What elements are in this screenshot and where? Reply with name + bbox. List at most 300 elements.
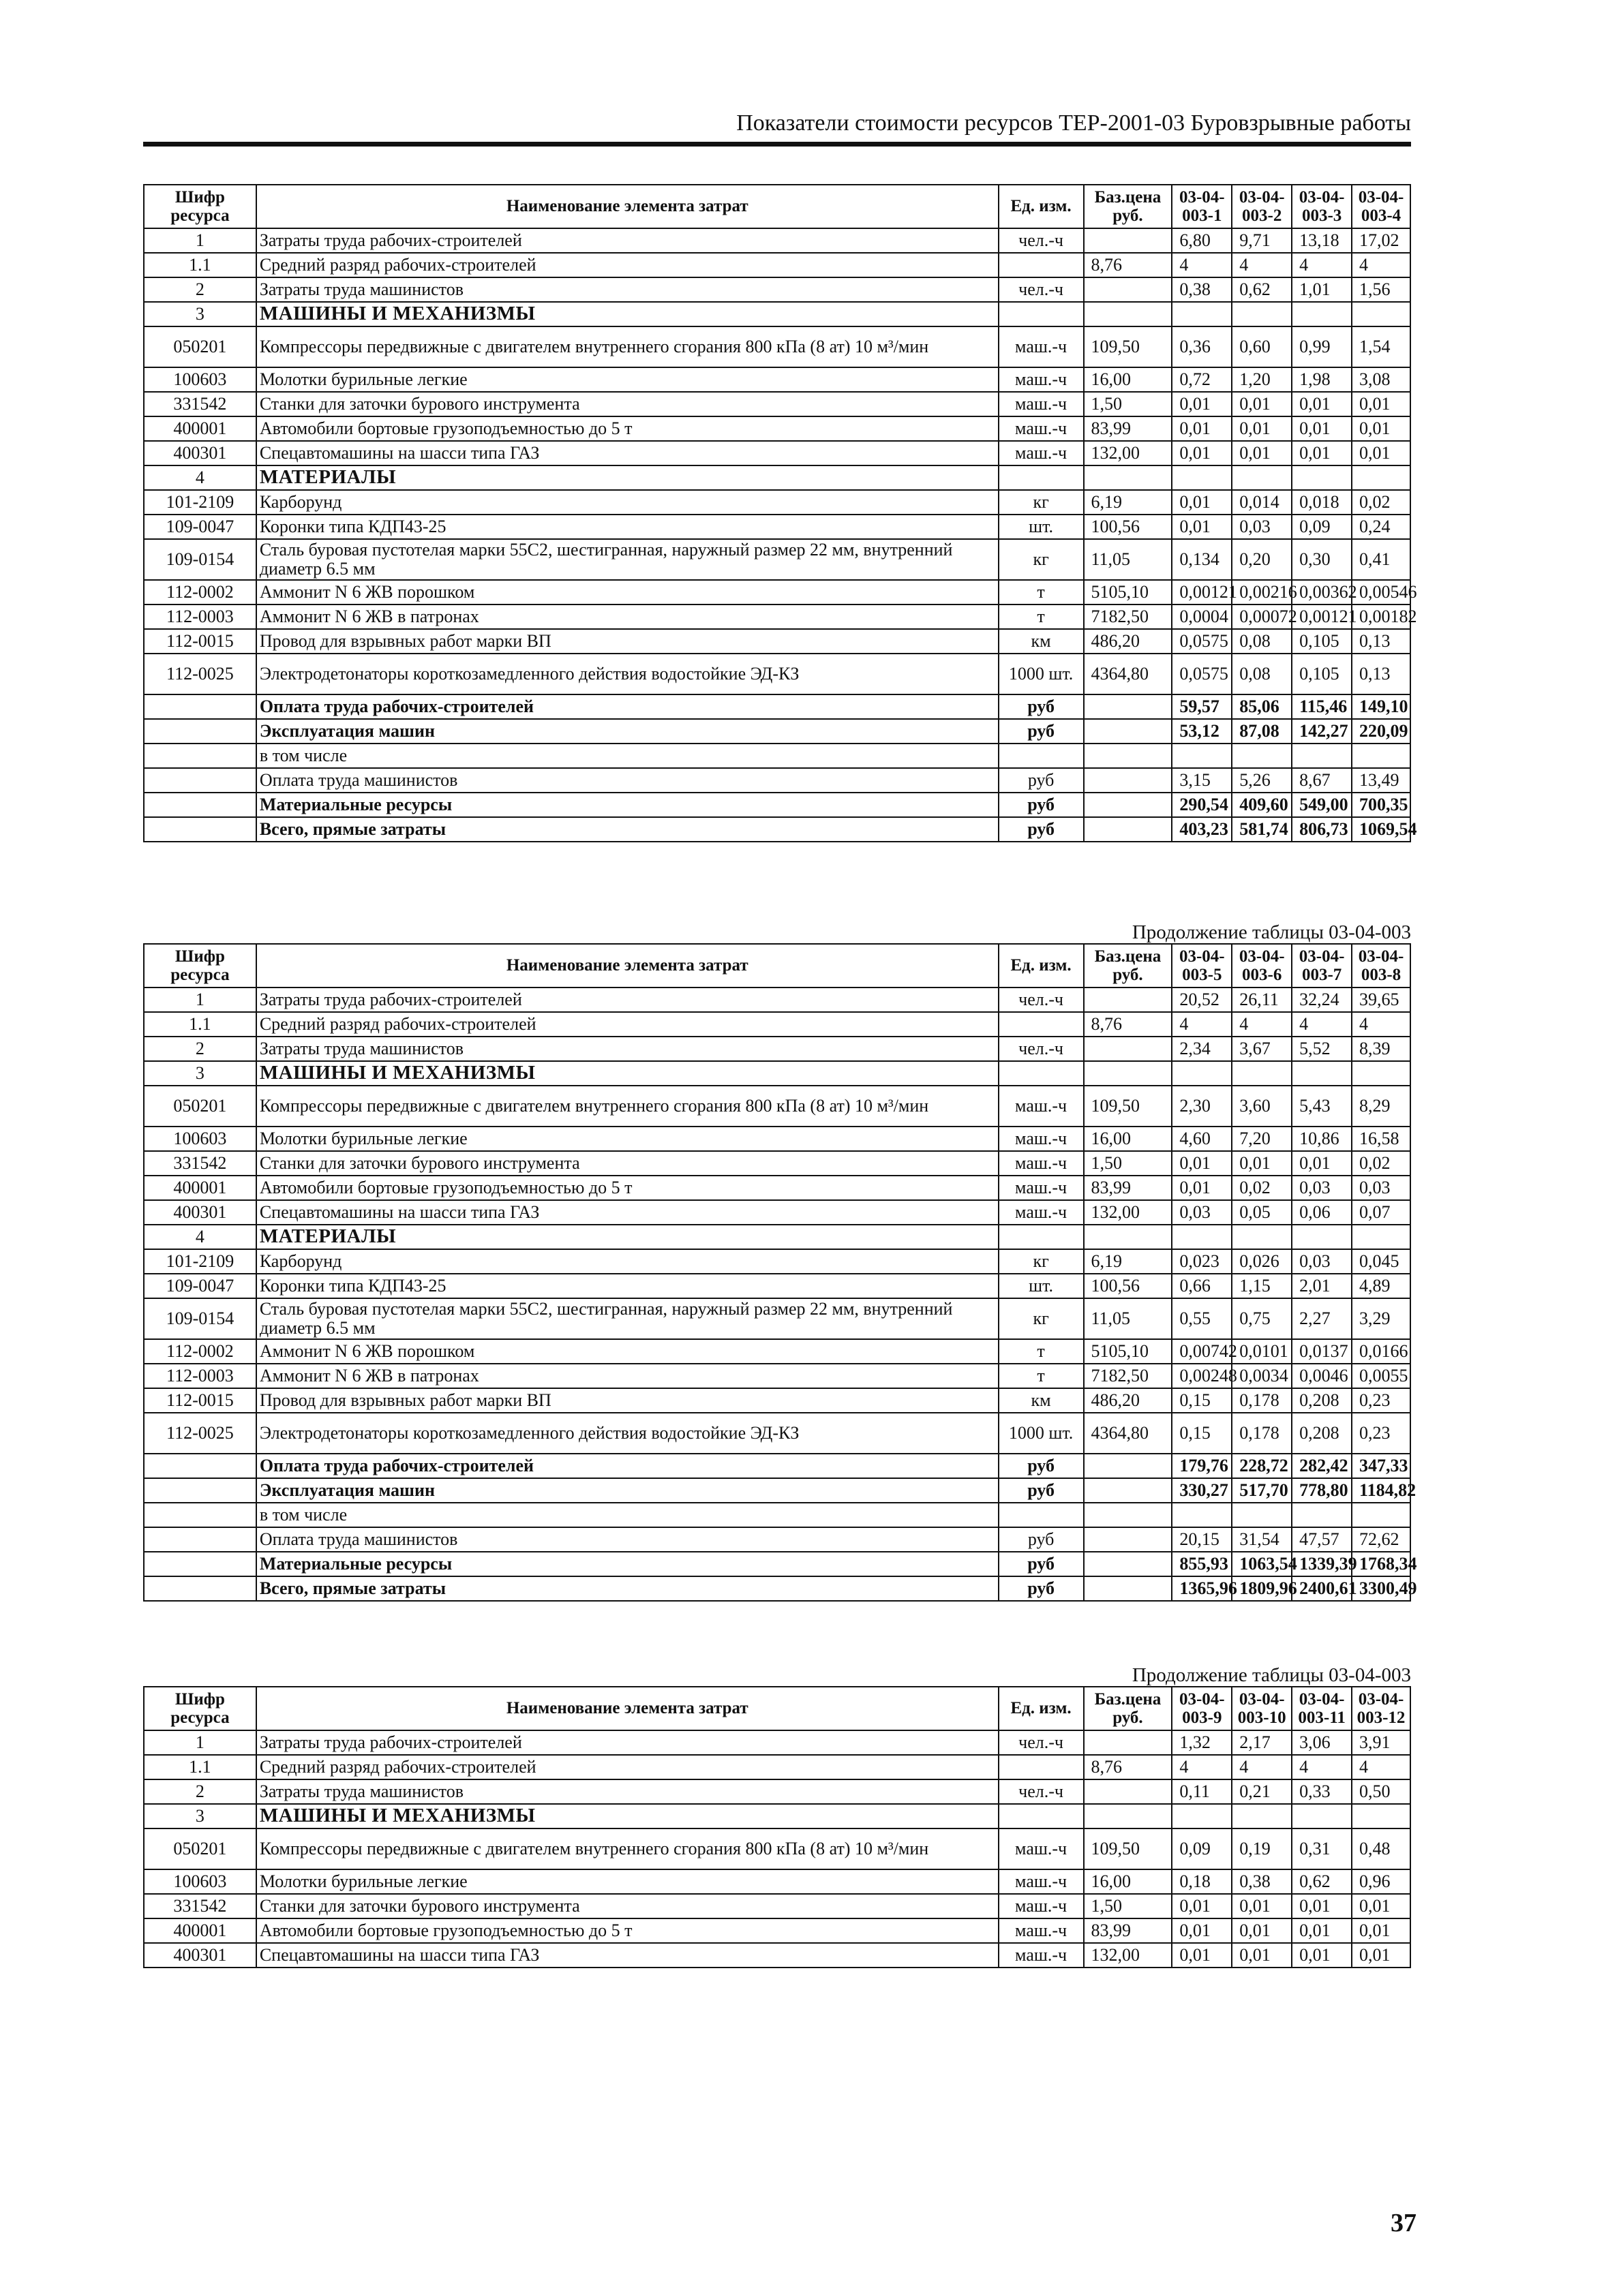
unit-cell: кг (999, 539, 1084, 580)
unit-cell: маш.-ч (999, 1869, 1084, 1894)
resource-code: 4 (144, 465, 256, 490)
value-cell: 0,01 (1232, 1943, 1292, 1968)
unit-cell: т (999, 1339, 1084, 1364)
value-cell: 220,09 (1352, 719, 1410, 744)
value-cell: 0,01 (1232, 416, 1292, 441)
value-cell: 4 (1232, 253, 1292, 277)
cost-element-name: Сталь буровая пустотелая марки 55С2, шестигранная, наружный размер 22 мм, внутренний диаметр 6.5 мм (256, 539, 999, 580)
value-cell (1232, 302, 1292, 326)
header-rule (143, 142, 1411, 147)
value-cell: 0,01 (1352, 1918, 1410, 1943)
resource-code: 050201 (144, 326, 256, 367)
cost-table (143, 1686, 1411, 1968)
header-price-code: 03-04-003-4 (1352, 185, 1410, 228)
base-price: 486,20 (1084, 1388, 1172, 1413)
table-row (144, 326, 1410, 367)
value-cell: 855,93 (1172, 1552, 1232, 1576)
value-cell (1172, 302, 1232, 326)
resource-code: 112-0015 (144, 629, 256, 654)
base-price (1084, 1527, 1172, 1552)
value-cell: 1809,96 (1232, 1576, 1292, 1601)
cost-element-name: МАШИНЫ И МЕХАНИЗМЫ (256, 1804, 999, 1828)
resource-code: 109-0154 (144, 539, 256, 580)
value-cell: 4 (1292, 1755, 1352, 1779)
resource-code (144, 1503, 256, 1527)
resource-code: 3 (144, 302, 256, 326)
table-row (144, 1012, 1410, 1037)
value-cell: 0,60 (1232, 326, 1292, 367)
cost-element-name: Аммонит N 6 ЖВ порошком (256, 580, 999, 604)
value-cell (1232, 1225, 1292, 1249)
table-row (144, 1274, 1410, 1298)
base-price: 8,76 (1084, 1012, 1172, 1037)
table-row (144, 228, 1410, 253)
unit-cell: руб (999, 1454, 1084, 1478)
value-cell: 0,01 (1292, 392, 1352, 416)
value-cell: 778,80 (1292, 1478, 1352, 1503)
unit-cell: чел.-ч (999, 1037, 1084, 1061)
value-cell: 0,03 (1172, 1200, 1232, 1225)
value-cell: 0,03 (1352, 1176, 1410, 1200)
value-cell: 0,00546 (1352, 580, 1410, 604)
header-name: Наименование элемента затрат (256, 944, 999, 988)
cost-element-name: МАШИНЫ И МЕХАНИЗМЫ (256, 1061, 999, 1086)
value-cell: 0,33 (1292, 1779, 1352, 1804)
header-price: Баз.цена руб. (1084, 944, 1172, 988)
value-cell: 0,62 (1292, 1869, 1352, 1894)
resource-code: 112-0015 (144, 1388, 256, 1413)
value-cell: 0,01 (1172, 392, 1232, 416)
table-row (144, 768, 1410, 793)
cost-element-name: Затраты труда машинистов (256, 277, 999, 302)
unit-cell (999, 253, 1084, 277)
cost-element-name: Провод для взрывных работ марки ВП (256, 1388, 999, 1413)
value-cell: 0,15 (1172, 1413, 1232, 1454)
table-row (144, 1730, 1410, 1755)
table-row (144, 817, 1410, 842)
value-cell: 10,86 (1292, 1127, 1352, 1151)
base-price: 7182,50 (1084, 604, 1172, 629)
table-row (144, 1943, 1410, 1968)
value-cell (1172, 1503, 1232, 1527)
value-cell: 330,27 (1172, 1478, 1232, 1503)
value-cell: 0,01 (1172, 416, 1232, 441)
value-cell: 0,75 (1232, 1298, 1292, 1339)
table-row (144, 490, 1410, 515)
resource-code: 400001 (144, 1918, 256, 1943)
value-cell (1352, 1061, 1410, 1086)
resource-code: 112-0002 (144, 580, 256, 604)
cost-element-name: Компрессоры передвижные с двигателем внутреннего сгорания 800 кПа (8 ат) 10 м³/мин (256, 1086, 999, 1127)
cost-element-name: Спецавтомашины на шасси типа ГАЗ (256, 1943, 999, 1968)
value-cell: 17,02 (1352, 228, 1410, 253)
header-price-code: 03-04-003-7 (1292, 944, 1352, 988)
base-price: 1,50 (1084, 1894, 1172, 1918)
header-price-code: 03-04-003-10 (1232, 1687, 1292, 1730)
value-cell: 517,70 (1232, 1478, 1292, 1503)
table-row (144, 515, 1410, 539)
resource-code (144, 1576, 256, 1601)
cost-element-name: Материальные ресурсы (256, 1552, 999, 1576)
value-cell: 0,01 (1172, 441, 1232, 465)
table-row (144, 1298, 1410, 1339)
value-cell: 4 (1172, 1012, 1232, 1037)
value-cell: 0,00216 (1232, 580, 1292, 604)
cost-element-name: Эксплуатация машин (256, 1478, 999, 1503)
value-cell: 0,01 (1172, 515, 1232, 539)
value-cell: 0,134 (1172, 539, 1232, 580)
base-price: 83,99 (1084, 1176, 1172, 1200)
table-row (144, 1576, 1410, 1601)
base-price (1084, 1552, 1172, 1576)
cost-element-name: Автомобили бортовые грузоподъемностью до 5 т (256, 1176, 999, 1200)
value-cell: 87,08 (1232, 719, 1292, 744)
value-cell: 0,08 (1232, 629, 1292, 654)
table-row (144, 654, 1410, 694)
unit-cell: маш.-ч (999, 1918, 1084, 1943)
unit-cell: чел.-ч (999, 277, 1084, 302)
value-cell: 0,026 (1232, 1249, 1292, 1274)
value-cell: 0,01 (1172, 1894, 1232, 1918)
value-cell: 0,11 (1172, 1779, 1232, 1804)
header-price-code: 03-04-003-9 (1172, 1687, 1232, 1730)
resource-code: 1 (144, 228, 256, 253)
value-cell: 179,76 (1172, 1454, 1232, 1478)
value-cell: 0,00742 (1172, 1339, 1232, 1364)
base-price (1084, 793, 1172, 817)
value-cell: 4,60 (1172, 1127, 1232, 1151)
section-row (144, 302, 1410, 326)
value-cell: 0,01 (1292, 1943, 1352, 1968)
value-cell: 4 (1352, 253, 1410, 277)
unit-cell: руб (999, 1478, 1084, 1503)
value-cell: 0,01 (1292, 416, 1352, 441)
value-cell: 700,35 (1352, 793, 1410, 817)
table-row (144, 694, 1410, 719)
cost-element-name: Оплата труда машинистов (256, 768, 999, 793)
value-cell: 0,06 (1292, 1200, 1352, 1225)
value-cell: 1,54 (1352, 326, 1410, 367)
table-row (144, 253, 1410, 277)
cost-element-name: Оплата труда машинистов (256, 1527, 999, 1552)
resource-code: 112-0025 (144, 1413, 256, 1454)
unit-cell: чел.-ч (999, 228, 1084, 253)
value-cell: 3,29 (1352, 1298, 1410, 1339)
cost-element-name: Средний разряд рабочих-строителей (256, 253, 999, 277)
cost-element-name: Аммонит N 6 ЖВ в патронах (256, 1364, 999, 1388)
resource-code: 400301 (144, 1943, 256, 1968)
value-cell: 0,018 (1292, 490, 1352, 515)
value-cell (1352, 744, 1410, 768)
value-cell: 0,21 (1232, 1779, 1292, 1804)
value-cell: 0,13 (1352, 654, 1410, 694)
unit-cell: чел.-ч (999, 988, 1084, 1012)
table-row (144, 1388, 1410, 1413)
cost-table-block-1 (143, 184, 1417, 842)
resource-code (144, 694, 256, 719)
value-cell (1292, 1503, 1352, 1527)
value-cell: 8,29 (1352, 1086, 1410, 1127)
value-cell: 0,38 (1232, 1869, 1292, 1894)
value-cell: 0,0166 (1352, 1339, 1410, 1364)
value-cell: 8,39 (1352, 1037, 1410, 1061)
value-cell: 1,20 (1232, 367, 1292, 392)
value-cell (1292, 302, 1352, 326)
value-cell: 0,208 (1292, 1388, 1352, 1413)
header-price: Баз.цена руб. (1084, 1687, 1172, 1730)
value-cell (1292, 1225, 1352, 1249)
unit-cell (999, 1804, 1084, 1828)
resource-code: 331542 (144, 1894, 256, 1918)
resource-code: 050201 (144, 1828, 256, 1869)
value-cell (1232, 465, 1292, 490)
resource-code: 400001 (144, 416, 256, 441)
table-row (144, 1869, 1410, 1894)
cost-element-name: в том числе (256, 744, 999, 768)
value-cell: 13,18 (1292, 228, 1352, 253)
resource-code: 112-0003 (144, 1364, 256, 1388)
value-cell: 1365,96 (1172, 1576, 1232, 1601)
value-cell: 53,12 (1172, 719, 1232, 744)
value-cell: 0,0101 (1232, 1339, 1292, 1364)
cost-element-name: Станки для заточки бурового инструмента (256, 392, 999, 416)
value-cell: 0,30 (1292, 539, 1352, 580)
value-cell: 0,01 (1172, 1176, 1232, 1200)
unit-cell: руб (999, 793, 1084, 817)
unit-cell: маш.-ч (999, 441, 1084, 465)
cost-element-name: Затраты труда машинистов (256, 1779, 999, 1804)
cost-element-name: Электродетонаторы короткозамедленного действия водостойкие ЭД-КЗ (256, 654, 999, 694)
value-cell: 5,52 (1292, 1037, 1352, 1061)
header-price-code: 03-04-003-6 (1232, 944, 1292, 988)
cost-element-name: Средний разряд рабочих-строителей (256, 1755, 999, 1779)
resource-code: 400301 (144, 441, 256, 465)
cost-element-name: Затраты труда машинистов (256, 1037, 999, 1061)
unit-cell (999, 465, 1084, 490)
cost-element-name: Средний разряд рабочих-строителей (256, 1012, 999, 1037)
header-price-code: 03-04-003-5 (1172, 944, 1232, 988)
value-cell: 0,18 (1172, 1869, 1232, 1894)
cost-element-name: Электродетонаторы короткозамедленного действия водостойкие ЭД-КЗ (256, 1413, 999, 1454)
value-cell (1292, 1061, 1352, 1086)
value-cell: 0,178 (1232, 1413, 1292, 1454)
unit-cell: маш.-ч (999, 326, 1084, 367)
resource-code: 112-0002 (144, 1339, 256, 1364)
value-cell (1232, 1503, 1292, 1527)
value-cell: 6,80 (1172, 228, 1232, 253)
section-row (144, 1804, 1410, 1828)
section-row (144, 465, 1410, 490)
value-cell: 3,91 (1352, 1730, 1410, 1755)
table-row (144, 719, 1410, 744)
value-cell: 7,20 (1232, 1127, 1292, 1151)
value-cell: 0,014 (1232, 490, 1292, 515)
cost-element-name: Молотки бурильные легкие (256, 1127, 999, 1151)
table-row (144, 1828, 1410, 1869)
base-price (1084, 1576, 1172, 1601)
table-row (144, 1779, 1410, 1804)
unit-cell: руб (999, 1576, 1084, 1601)
cost-element-name: Всего, прямые затраты (256, 817, 999, 842)
base-price: 5105,10 (1084, 1339, 1172, 1364)
value-cell: 1063,54 (1232, 1552, 1292, 1576)
resource-code: 4 (144, 1225, 256, 1249)
value-cell: 1768,34 (1352, 1552, 1410, 1576)
cost-element-name: МАТЕРИАЛЫ (256, 465, 999, 490)
value-cell: 3,60 (1232, 1086, 1292, 1127)
resource-code: 400001 (144, 1176, 256, 1200)
table-row (144, 1894, 1410, 1918)
value-cell (1172, 1061, 1232, 1086)
value-cell: 0,01 (1232, 1894, 1292, 1918)
value-cell: 1184,82 (1352, 1478, 1410, 1503)
cost-element-name: Спецавтомашины на шасси типа ГАЗ (256, 441, 999, 465)
value-cell: 0,01 (1232, 1918, 1292, 1943)
resource-code (144, 1454, 256, 1478)
base-price (1084, 1225, 1172, 1249)
cost-element-name: МАТЕРИАЛЫ (256, 1225, 999, 1249)
value-cell: 5,43 (1292, 1086, 1352, 1127)
unit-cell: шт. (999, 1274, 1084, 1298)
value-cell: 0,01 (1232, 1151, 1292, 1176)
value-cell: 0,01 (1292, 1151, 1352, 1176)
table-row (144, 1037, 1410, 1061)
value-cell: 1,32 (1172, 1730, 1232, 1755)
unit-cell: 1000 шт. (999, 654, 1084, 694)
value-cell (1352, 1503, 1410, 1527)
value-cell: 1,98 (1292, 367, 1352, 392)
value-cell: 0,31 (1292, 1828, 1352, 1869)
value-cell: 0,105 (1292, 629, 1352, 654)
value-cell: 0,09 (1172, 1828, 1232, 1869)
value-cell: 4,89 (1352, 1274, 1410, 1298)
resource-code: 1.1 (144, 1755, 256, 1779)
table-row (144, 1339, 1410, 1364)
value-cell: 2,17 (1232, 1730, 1292, 1755)
resource-code: 112-0025 (144, 654, 256, 694)
unit-cell: т (999, 604, 1084, 629)
value-cell: 3,06 (1292, 1730, 1352, 1755)
table-row (144, 1151, 1410, 1176)
base-price: 16,00 (1084, 367, 1172, 392)
resource-code (144, 719, 256, 744)
cost-element-name: Эксплуатация машин (256, 719, 999, 744)
table-row (144, 1478, 1410, 1503)
unit-cell: руб (999, 694, 1084, 719)
value-cell: 0,72 (1172, 367, 1232, 392)
cost-element-name: Оплата труда рабочих-строителей (256, 1454, 999, 1478)
value-cell: 0,01 (1352, 416, 1410, 441)
base-price (1084, 768, 1172, 793)
base-price: 83,99 (1084, 416, 1172, 441)
cost-element-name: Затраты труда рабочих-строителей (256, 1730, 999, 1755)
base-price: 1,50 (1084, 392, 1172, 416)
base-price (1084, 1478, 1172, 1503)
base-price (1084, 1037, 1172, 1061)
value-cell (1172, 465, 1232, 490)
value-cell: 0,03 (1292, 1249, 1352, 1274)
base-price (1084, 302, 1172, 326)
value-cell: 0,01 (1352, 1894, 1410, 1918)
cost-element-name: Всего, прямые затраты (256, 1576, 999, 1601)
resource-code (144, 1527, 256, 1552)
header-name: Наименование элемента затрат (256, 1687, 999, 1730)
unit-cell: км (999, 1388, 1084, 1413)
cost-element-name: Молотки бурильные легкие (256, 1869, 999, 1894)
table-header-row (144, 944, 1410, 988)
unit-cell: руб (999, 1527, 1084, 1552)
value-cell: 3,08 (1352, 367, 1410, 392)
resource-code: 109-0154 (144, 1298, 256, 1339)
value-cell: 13,49 (1352, 768, 1410, 793)
value-cell: 0,38 (1172, 277, 1232, 302)
running-header: Показатели стоимости ресурсов ТЕР-2001-03 Буровзрывные работы (736, 110, 1411, 136)
value-cell (1292, 1804, 1352, 1828)
unit-cell: кг (999, 1249, 1084, 1274)
value-cell: 4 (1172, 253, 1232, 277)
value-cell: 0,01 (1232, 392, 1292, 416)
value-cell: 72,62 (1352, 1527, 1410, 1552)
value-cell: 0,15 (1172, 1388, 1232, 1413)
base-price (1084, 465, 1172, 490)
cost-table (143, 943, 1417, 1602)
cost-element-name: Автомобили бортовые грузоподъемностью до 5 т (256, 1918, 999, 1943)
table-row (144, 1413, 1410, 1454)
value-cell: 0,00182 (1352, 604, 1410, 629)
unit-cell: руб (999, 768, 1084, 793)
table-row (144, 416, 1410, 441)
resource-code (144, 1478, 256, 1503)
table-row (144, 1454, 1410, 1478)
value-cell: 0,19 (1232, 1828, 1292, 1869)
base-price: 132,00 (1084, 1943, 1172, 1968)
value-cell: 0,01 (1352, 1943, 1410, 1968)
value-cell: 149,10 (1352, 694, 1410, 719)
resource-code: 100603 (144, 1127, 256, 1151)
unit-cell: км (999, 629, 1084, 654)
base-price: 4364,80 (1084, 1413, 1172, 1454)
cost-element-name: МАШИНЫ И МЕХАНИЗМЫ (256, 302, 999, 326)
base-price: 11,05 (1084, 539, 1172, 580)
unit-cell (999, 1061, 1084, 1086)
cost-element-name: Материальные ресурсы (256, 793, 999, 817)
value-cell: 347,33 (1352, 1454, 1410, 1478)
value-cell: 0,0055 (1352, 1364, 1410, 1388)
unit-cell: кг (999, 1298, 1084, 1339)
base-price: 109,50 (1084, 1086, 1172, 1127)
value-cell: 0,07 (1352, 1200, 1410, 1225)
value-cell: 3,15 (1172, 768, 1232, 793)
value-cell: 0,03 (1232, 515, 1292, 539)
resource-code: 100603 (144, 367, 256, 392)
unit-cell: шт. (999, 515, 1084, 539)
resource-code: 101-2109 (144, 1249, 256, 1274)
resource-code: 331542 (144, 1151, 256, 1176)
unit-cell: руб (999, 719, 1084, 744)
cost-element-name: Затраты труда рабочих-строителей (256, 228, 999, 253)
unit-cell: руб (999, 817, 1084, 842)
value-cell (1172, 1225, 1232, 1249)
base-price (1084, 1730, 1172, 1755)
value-cell: 0,01 (1172, 1151, 1232, 1176)
value-cell: 3,67 (1232, 1037, 1292, 1061)
resource-code: 1.1 (144, 1012, 256, 1037)
value-cell (1232, 1804, 1292, 1828)
cost-element-name: Автомобили бортовые грузоподъемностью до 5 т (256, 416, 999, 441)
value-cell: 0,62 (1232, 277, 1292, 302)
value-cell: 4 (1292, 253, 1352, 277)
value-cell: 0,0004 (1172, 604, 1232, 629)
